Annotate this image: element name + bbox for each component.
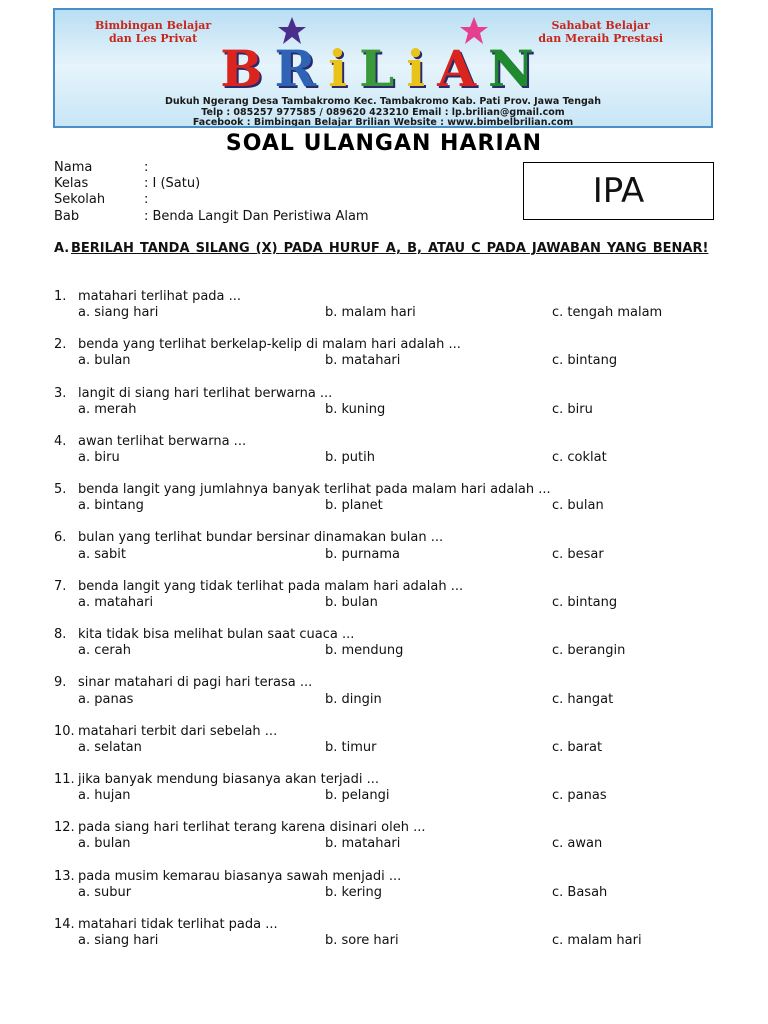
question-number: 9. (54, 675, 67, 691)
info-row (54, 209, 369, 225)
banner-address: Dukuh Ngerang Desa Tambakromo Kec. Tambakromo Kab. Pati Prov. Jawa Tengah (165, 96, 601, 107)
question-text: sinar matahari di pagi hari terasa ... (78, 675, 313, 691)
question-number: 3. (54, 385, 67, 401)
question-number: 13. (54, 868, 75, 884)
question-number: 11. (54, 771, 75, 787)
question-item (54, 434, 714, 482)
question-item (54, 724, 714, 772)
option-b: b. sore hari (325, 933, 399, 949)
info-row (54, 160, 369, 176)
question-number: 4. (54, 433, 67, 449)
question-text: matahari tidak terlihat pada ... (78, 916, 278, 932)
question-item (54, 869, 714, 917)
question-text: pada siang hari terlihat terang karena disinari oleh ... (78, 820, 426, 836)
banner-address-block (55, 97, 711, 128)
brand-letter: B (220, 39, 275, 98)
question-text: matahari terlihat pada ... (78, 289, 242, 304)
question-item (54, 337, 714, 385)
question-item (54, 627, 714, 675)
option-c: c. besar (552, 546, 604, 562)
option-a: a. bulan (78, 836, 131, 852)
option-c: c. malam hari (552, 933, 642, 949)
option-a: a. sabit (78, 546, 126, 562)
brand-logo (55, 39, 711, 98)
option-c: c. Basah (552, 884, 608, 900)
option-c: c. biru (552, 401, 593, 417)
question-item (54, 482, 714, 530)
instruction-number: A. (54, 241, 70, 256)
info-label: Sekolah (54, 192, 106, 208)
brand-letter: N (488, 39, 546, 98)
question-text: langit di siang hari terlihat berwarna ... (78, 385, 333, 401)
question-text: pada musim kemarau biasanya sawah menjadi ... (78, 868, 402, 884)
option-b: b. dingin (325, 691, 382, 707)
question-number: 5. (54, 482, 67, 498)
question-item (54, 675, 714, 723)
tagline-right-line-2: dan Meraih Prestasi (538, 32, 663, 45)
question-text: benda langit yang jumlahnya banyak terlihat pada malam hari adalah ... (78, 482, 551, 498)
question-number: 10. (54, 723, 75, 739)
question-item (54, 772, 714, 820)
option-b: b. putih (325, 450, 375, 466)
question-number: 7. (54, 578, 67, 594)
option-c: c. berangin (552, 643, 626, 659)
option-a: a. bintang (78, 498, 144, 514)
option-b: b. malam hari (325, 305, 416, 321)
option-b: b. bulan (325, 594, 378, 610)
option-b: b. purnama (325, 546, 400, 562)
option-c: c. hangat (552, 691, 614, 707)
option-c: c. bintang (552, 594, 618, 610)
brand-letter: i (406, 39, 438, 98)
tagline-left-line-1: Bimbingan Belajar (95, 19, 212, 32)
option-a: a. siang hari (78, 305, 159, 321)
question-number: 6. (54, 530, 67, 546)
option-c: c. bintang (552, 353, 618, 369)
info-row (54, 192, 369, 208)
question-text: jika banyak mendung biasanya akan terjadi ... (78, 771, 380, 787)
option-b: b. timur (325, 739, 377, 755)
option-a: a. selatan (78, 739, 142, 755)
option-b: b. matahari (325, 353, 401, 369)
info-label: Nama (54, 160, 93, 175)
option-b: b. kering (325, 884, 383, 900)
option-c: c. panas (552, 788, 607, 804)
tagline-left-line-2: dan Les Privat (108, 32, 198, 45)
brand-letter: A (437, 39, 489, 98)
question-text: kita tidak bisa melihat bulan saat cuaca ... (78, 627, 355, 643)
option-c: c. bulan (552, 498, 604, 514)
question-number: 1. (54, 289, 67, 304)
option-b: b. matahari (325, 836, 401, 852)
info-value: : (144, 192, 149, 208)
question-text: matahari terbit dari sebelah ... (78, 723, 278, 739)
option-a: a. biru (78, 450, 120, 466)
option-a: a. bulan (78, 353, 131, 369)
info-label: Kelas (54, 176, 89, 192)
question-item (54, 820, 714, 868)
option-a: a. matahari (78, 594, 154, 610)
option-b: b. mendung (325, 643, 404, 659)
question-list (54, 289, 714, 965)
brand-letter: L (359, 39, 407, 98)
page-title: SOAL ULANGAN HARIAN (225, 131, 543, 156)
question-item (54, 386, 714, 434)
question-number: 12. (54, 820, 75, 836)
option-c: c. barat (552, 739, 603, 755)
option-b: b. kuning (325, 401, 386, 417)
option-a: a. siang hari (78, 933, 159, 949)
option-b: b. pelangi (325, 788, 390, 804)
instruction (54, 241, 714, 257)
option-c: c. coklat (552, 450, 607, 466)
instruction-text: BERILAH TANDA SILANG (X) PADA HURUF A, B, ATAU C PADA JAWABAN YANG BENAR! (71, 241, 709, 256)
option-a: a. hujan (78, 788, 131, 804)
question-number: 2. (54, 337, 67, 353)
brand-letter: i (328, 39, 360, 98)
banner-social: Facebook : Bimbingan Belajar Brilian Website : www.bimbelbrilian.com (192, 117, 574, 128)
info-value: : Benda Langit Dan Peristiwa Alam (144, 208, 369, 224)
student-info (54, 160, 369, 225)
option-a: a. subur (78, 884, 132, 900)
question-item (54, 917, 714, 965)
question-item (54, 289, 714, 337)
question-item (54, 579, 714, 627)
header-banner (53, 8, 713, 128)
banner-contact: Telp : 085257 977585 / 089620 423210 Email : lp.brilian@gmail.com (201, 106, 565, 118)
question-number: 14. (54, 916, 75, 932)
info-label: Bab (54, 208, 80, 224)
subject-box: IPA (523, 162, 714, 220)
question-text: benda langit yang tidak terlihat pada malam hari adalah ... (78, 578, 464, 594)
option-a: a. cerah (78, 643, 131, 659)
info-value: : I (Satu) (144, 176, 201, 192)
option-c: c. awan (552, 836, 603, 852)
question-text: benda yang terlihat berkelap-kelip di malam hari adalah ... (78, 337, 461, 353)
tagline-right-line-1: Sahabat Belajar (551, 19, 650, 32)
brand-letter: R (274, 39, 329, 98)
question-number: 8. (54, 627, 67, 643)
question-item (54, 530, 714, 578)
info-row (54, 176, 369, 192)
question-text: awan terlihat berwarna ... (78, 433, 247, 449)
info-value: : (144, 160, 149, 175)
option-c: c. tengah malam (552, 305, 663, 321)
option-b: b. planet (325, 498, 383, 514)
option-a: a. merah (78, 401, 137, 417)
question-text: bulan yang terlihat bundar bersinar dinamakan bulan ... (78, 530, 444, 546)
option-a: a. panas (78, 691, 134, 707)
